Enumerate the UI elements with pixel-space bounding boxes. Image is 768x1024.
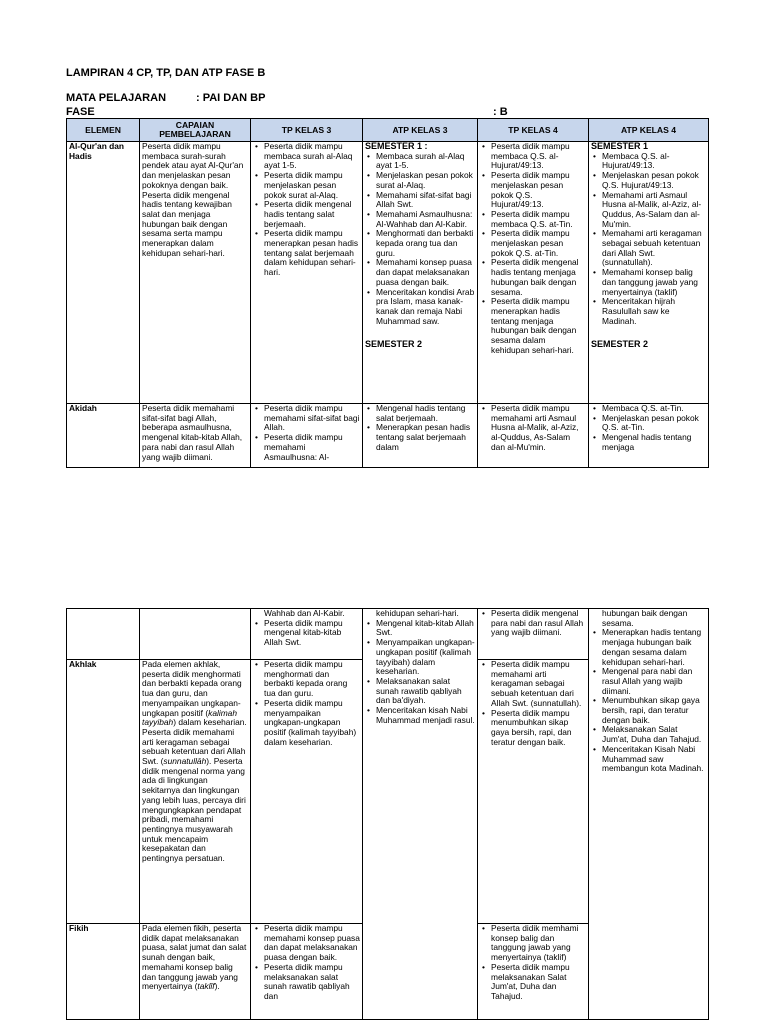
elemen-cell: Akidah xyxy=(67,404,140,468)
cp-text: Pada elemen akhlak, peserta didik menghormati dan berbakti kepada orang tua dan guru, dan menyampaikan ungkapan-ungkapan positif ( xyxy=(142,659,242,718)
tp4-cell xyxy=(478,404,589,468)
atp-table-page1 xyxy=(66,118,709,468)
list-item: • Memahami arti Asmaul Husna al-Malik, al-Aziz, al-Quddus, As-Salam dan al-Mu'min. xyxy=(602,191,706,230)
fase-label: FASE xyxy=(66,106,95,118)
elemen-cell: Al-Qur'an dan Hadis xyxy=(67,142,140,404)
document-title: LAMPIRAN 4 CP, TP, DAN ATP FASE B xyxy=(66,67,266,79)
cp-cell: Peserta didik memahami sifat-sifat bagi Allah, beberapa asmaulhusna, mengenal kitab-kitab Allah, para nabi dan rasul Allah yang wajib diimani. xyxy=(140,404,251,468)
tp4-cell xyxy=(478,924,589,1020)
list-item: • Peserta didik mampu menerapkan hadis tentang menjaga hubungan baik dengan sesama dalam kehidupan sehari-hari. xyxy=(491,297,586,355)
list-item: • Membaca Q.S. at-Tin. xyxy=(602,404,706,414)
list-item: • Peserta didik mampu mengenal kitab-kitab Allah Swt. xyxy=(264,619,360,648)
semester-label: SEMESTER 1 : xyxy=(365,141,428,151)
cp-text: ). xyxy=(214,981,220,992)
list-item: • Mengenal hadis tentang salat berjemaah. xyxy=(376,404,475,423)
atp4-cell xyxy=(589,404,709,468)
list-item: • Menceritakan kondisi Arab pra Islam, masa kanak-kanak dan remaja Nabi Muhammad saw. xyxy=(376,288,475,327)
cp-italic-term: sunnatullāh xyxy=(163,756,207,767)
list-item: • Memahami arti keragaman sebagai sebuah ketentuan dari Allah Swt. (sunnatullah). xyxy=(602,229,706,268)
table-row-continuation xyxy=(67,609,709,660)
col-header-atp-kelas-4: ATP KELAS 4 xyxy=(589,119,709,142)
list-item: • Peserta didik mampu memahami arti keragaman sebagai sebuah ketentuan dari Allah Swt. (sunnatullah). xyxy=(491,660,586,709)
subject-label: MATA PELAJARAN xyxy=(66,92,167,104)
list-item: • Peserta didik mengenal hadis tentang salat berjemaah. xyxy=(264,200,360,229)
list-item: • Menceritakan hijrah Rasulullah saw ke Madinah. xyxy=(602,297,706,326)
semester-label: SEMESTER 1 xyxy=(591,141,649,151)
list-item: • Peserta didik mampu melaksanakan salat sunah rawatib qabliyah dan xyxy=(264,963,360,1002)
list-item: • Memahami Asmaulhusna: Al-Wahhab dan Al-Kabir. xyxy=(376,210,475,229)
list-item: • Memahami konsep balig dan tanggung jawab yang menyertainya (taklif) xyxy=(602,268,706,297)
list-item: • Menghormati dan berbakti kepada orang tua dan guru. xyxy=(376,229,475,258)
tp3-cell xyxy=(251,660,363,924)
atp3-cell xyxy=(363,404,478,468)
subject-value: : PAI DAN BP xyxy=(196,92,266,104)
list-item: • Peserta didik memhami konsep balig dan tanggung jawab yang menyertainya (taklif) xyxy=(491,924,586,963)
list-item: • Menceritakan kisah Nabi Muhammad menjadi rasul. xyxy=(376,706,475,725)
col-header-capaian: CAPAIAN PEMBELAJARAN xyxy=(140,119,251,142)
cp-cell xyxy=(140,609,251,660)
tp3-cell xyxy=(251,609,363,660)
cp-text: ). Peserta didik mengenal norma yang ada di lingkungan sekitarnya dan lingkungan yang lebih luas, percaya diri mengungkapkan pendapat pribadi, memahami pentingnya musyawarah untuk mencapaim kesepakatan dan pentingnya persatuan. xyxy=(142,756,246,864)
list-item: • Peserta didik mampu melaksanakan Salat Jum'at, Duha dan Tahajud. xyxy=(491,963,586,1002)
atp3-cell xyxy=(363,609,478,1020)
col-header-atp-kelas-3: ATP KELAS 3 xyxy=(363,119,478,142)
list-item: • Melaksanakan Salat Jum'at, Duha dan Tahajud. xyxy=(602,725,706,744)
elemen-cell: Akhlak xyxy=(67,660,140,924)
list-item: • Peserta didik mampu membaca surah al-Alaq ayat 1-5. xyxy=(264,142,360,171)
semester-label: SEMESTER 2 xyxy=(365,339,423,350)
list-item: • Menceritakan Kisah Nabi Muhammad saw membangun kota Madinah. xyxy=(602,745,706,774)
tp3-cell xyxy=(251,924,363,1020)
list-item: • Menjelaskan pesan pokok surat al-Alaq. xyxy=(376,171,475,190)
cp-text: ) dalam keseharian. Peserta didik memahami arti keragaman sebagai sebuah ketentuan dari Allah Swt. ( xyxy=(142,717,247,767)
continued-text: hubungan baik dengan sesama. xyxy=(602,608,688,628)
tp3-cell xyxy=(251,142,363,404)
list-item: • Peserta didik mampu memahami Asmaulhusna: Al- xyxy=(264,433,360,462)
cp-italic-term: taklīf xyxy=(197,981,215,992)
list-item: • Peserta didik mampu memahami konsep puasa dan dapat melaksanakan puasa dengan baik. xyxy=(264,924,360,963)
atp3-cell xyxy=(363,142,478,404)
cp-cell xyxy=(140,924,251,1020)
list-item: • Mengenal para nabi dan rasul Allah yang wajib diimani. xyxy=(602,667,706,696)
cp-italic-term: kalimah tayyibah xyxy=(142,707,237,728)
table-row-alquran-hadis xyxy=(67,142,709,404)
semester-label: SEMESTER 2 xyxy=(591,339,649,350)
list-item: • Peserta didik mampu memahami arti Asmaul Husna al-Malik, al-Aziz, al-Quddus, As-Salam dan al-Mu'min. xyxy=(491,404,586,453)
list-item: • Peserta didik mampu menghormati dan berbakti kepada orang tua dan guru. xyxy=(264,660,360,699)
atp4-cell xyxy=(589,609,709,1020)
col-header-tp-kelas-3: TP KELAS 3 xyxy=(251,119,363,142)
cp-cell xyxy=(140,660,251,924)
tp4-cell xyxy=(478,609,589,660)
list-item: • Peserta didik mampu menjelaskan pesan pokok surat al-Alaq. xyxy=(264,171,360,200)
list-item: • Peserta didik mampu menjelaskan pesan pokok Q.S. Hujurat/49:13. xyxy=(491,171,586,210)
elemen-cell: Fikih xyxy=(67,924,140,1020)
atp4-cell xyxy=(589,142,709,404)
list-item: • Peserta didik mampu membaca Q.S. al-Hujurat/49:13. xyxy=(491,142,586,171)
col-header-tp-kelas-4: TP KELAS 4 xyxy=(478,119,589,142)
list-item: • Peserta didik mampu menjelaskan pesan pokok Q.S. at-Tin. xyxy=(491,229,586,258)
list-item: • Menerapkan pesan hadis tentang salat berjemaah dalam xyxy=(376,423,475,452)
list-item: • Melaksanakan salat sunah rawatib qabliyah dan ba'diyah. xyxy=(376,677,475,706)
elemen-cell xyxy=(67,609,140,660)
list-item: • Menyampaikan ungkapan-ungkapan positif (kalimah tayyibah) dalam keseharian. xyxy=(376,638,475,677)
atp-table-page2 xyxy=(66,608,709,1020)
list-item: • Membaca surah al-Alaq ayat 1-5. xyxy=(376,152,475,171)
list-item: • Menjelaskan pesan pokok Q.S. Hujurat/49:13. xyxy=(602,171,706,190)
list-item: • Menerapkan hadis tentang menjaga hubungan baik dengan sesama dalam kehidupan sehari-hari. xyxy=(602,628,706,667)
cp-text: Pada elemen fikih, peserta didik dapat melaksanakan puasa, salat jumat dan salat sunah dengan baik, memahami konsep balig dan tanggung jawab yang menyertainya ( xyxy=(142,923,247,992)
tp4-cell xyxy=(478,142,589,404)
tp4-cell xyxy=(478,660,589,924)
list-item: • Peserta didik mengenal para nabi dan rasul Allah yang wajib diimani. xyxy=(491,609,586,638)
tp3-cell xyxy=(251,404,363,468)
list-item: • Peserta didik mampu menumbuhkan sikap gaya bersih, rapi, dan teratur dengan baik. xyxy=(491,709,586,748)
list-item: • Memahami sifat-sifat bagi Allah Swt. xyxy=(376,191,475,210)
list-item: • Membaca Q.S. al-Hujurat/49:13. xyxy=(602,152,706,171)
fase-value: : B xyxy=(493,106,508,118)
list-item: • Peserta didik mampu memahami sifat-sifat bagi Allah. xyxy=(264,404,360,433)
cp-cell: Peserta didik mampu membaca surah-surah pendek atau ayat Al-Qur'an dan menjelaskan pesan pokoknya dengan baik. Peserta didik mengenal hadis tentang kewajiban salat dan menjaga hubungan baik dengan sesama serta mampu menerapkan dalam kehidupan sehari-hari. xyxy=(140,142,251,404)
list-item: • Mengenal kitab-kitab Allah Swt. xyxy=(376,619,475,638)
list-item: • Peserta didik mampu menerapkan pesan hadis tentang salat berjemaah dalam kehidupan sehari-hari. xyxy=(264,229,360,278)
col-header-elemen: ELEMEN xyxy=(67,119,140,142)
table-row-akidah xyxy=(67,404,709,468)
continued-text: Wahhab dan Al-Kabir. xyxy=(264,608,345,618)
list-item: • Menjelaskan pesan pokok Q.S. at-Tin. xyxy=(602,414,706,433)
table-header-row xyxy=(67,119,709,142)
list-item: • Peserta didik mampu membaca Q.S. at-Tin. xyxy=(491,210,586,229)
list-item: • Menumbuhkan sikap gaya bersih, rapi, dan teratur dengan baik. xyxy=(602,696,706,725)
list-item: • Mengenal hadis tentang menjaga xyxy=(602,433,706,452)
continued-text: kehidupan sehari-hari. xyxy=(376,608,459,618)
list-item: • Peserta didik mampu menyampaikan ungkapan-ungkapan positif (kalimah tayyibah) dalam keseharian. xyxy=(264,699,360,748)
list-item: • Memahami konsep puasa dan dapat melaksanakan puasa dengan baik. xyxy=(376,258,475,287)
list-item: • Peserta didik mengenal hadis tentang menjaga hubungan baik dengan sesama. xyxy=(491,258,586,297)
